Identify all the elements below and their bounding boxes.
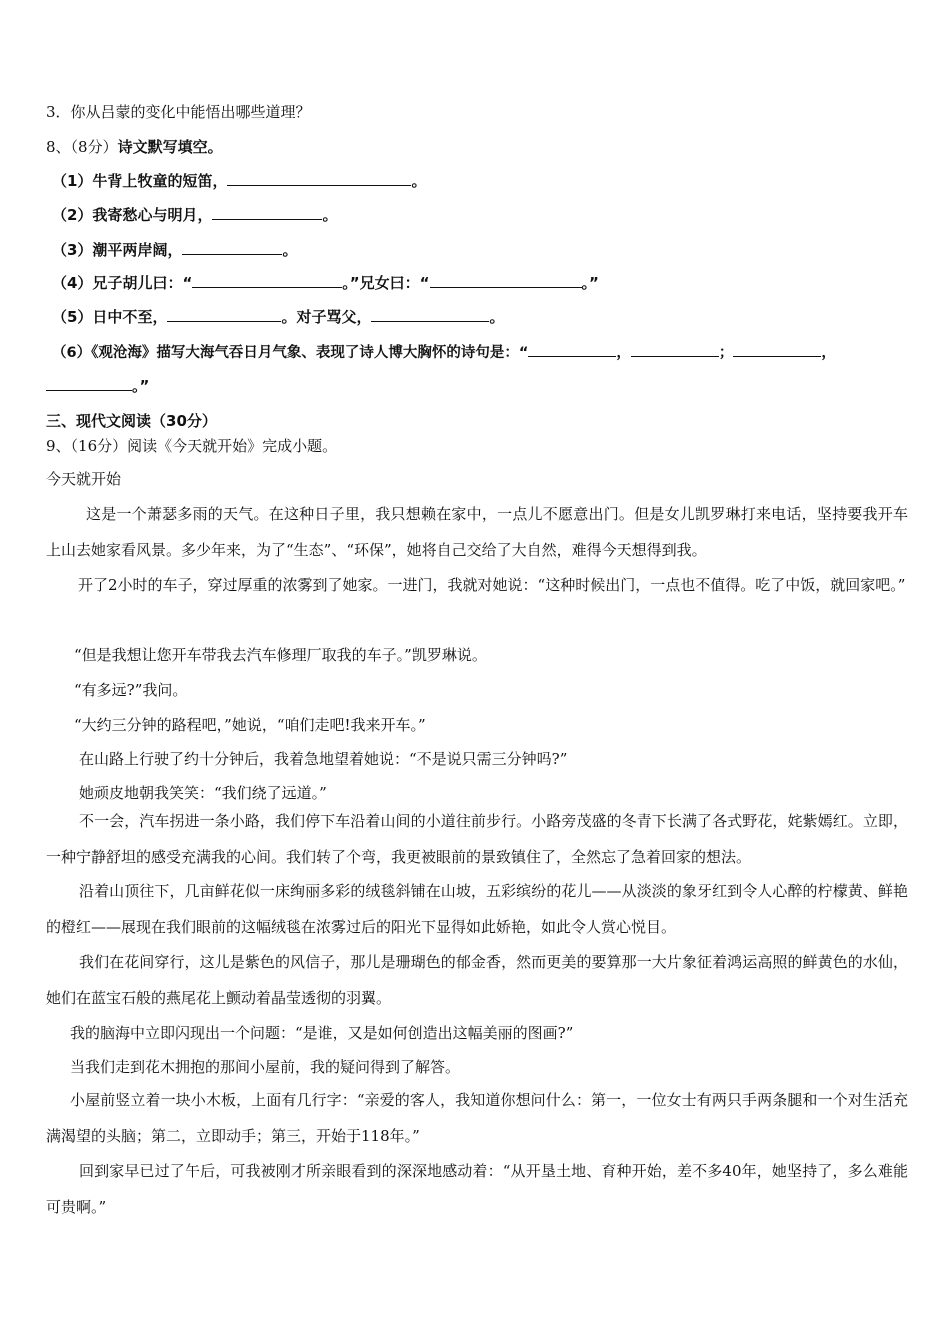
fill-item-3: （3）潮平两岸阔， 。 <box>52 241 298 259</box>
paragraph: 这是一个萧瑟多雨的天气。在这种日子里，我只想赖在家中，一点儿不愿意出门。但是女儿凯罗琳打来电话，坚持要我开车上山去她家看风景。多少年来，为了“生态”、“环保”，她将自己交给了大自然，难得今天想得到我。 <box>46 505 908 559</box>
answer-blank[interactable] <box>227 171 411 186</box>
paragraph: “有多远?”我问。 <box>74 681 188 699</box>
paragraph: 回到家早已过了午后，可我被刚才所亲眼看到的深深地感动着：“从开垦土地、育种开始，差不多40年，她坚持了，多么难能可贵啊。” <box>46 1162 908 1216</box>
paragraph: “大约三分钟的路程吧，”她说，“咱们走吧!我来开车。” <box>74 716 426 734</box>
paragraph: “但是我想让您开车带我去汽车修理厂取我的车子。”凯罗琳说。 <box>74 646 487 664</box>
answer-blank[interactable] <box>192 273 342 288</box>
paragraph: 不一会，汽车拐进一条小路，我们停下车沿着山间的小道往前步行。小路旁茂盛的冬青下长满了各式野花，姹紫嫣红。立即，一种宁静舒坦的感受充满我的心间。我们转了个弯，我更被眼前的景致镇住了，全然忘了急着回家的想法。 <box>46 812 908 866</box>
answer-blank[interactable] <box>46 376 132 391</box>
paragraph: 小屋前竖立着一块小木板，上面有几行字：“亲爱的客人，我知道你想问什么：第一，一位女士有两只手两条腿和一个对生活充满渴望的头脑；第二，立即动手；第三，开始于118年。” <box>46 1091 908 1145</box>
paragraph: 她顽皮地朝我笑笑：“我们绕了远道。” <box>79 784 327 802</box>
section-8-title: 诗文默写填空。 <box>117 138 223 156</box>
answer-blank[interactable] <box>631 342 719 357</box>
fill-item-1: （1）牛背上牧童的短笛， 。 <box>52 172 427 190</box>
answer-blank[interactable] <box>212 205 322 220</box>
answer-blank[interactable] <box>371 307 489 322</box>
paragraph: 我们在花间穿行，这儿是紫色的风信子，那儿是珊瑚色的郁金香，然而更美的要算那一大片象征着鸿运高照的鲜黄色的水仙，她们在蓝宝石般的燕尾花上颤动着晶莹透彻的羽翼。 <box>46 953 908 1007</box>
paragraph: 开了2小时的车子，穿过厚重的浓雾到了她家。一进门，我就对她说：“这种时候出门，一点也不值得。吃了中饭，就回家吧。” <box>78 576 906 594</box>
section-8-header <box>46 137 223 157</box>
paragraph: 我的脑海中立即闪现出一个问题：“是谁，又是如何创造出这幅美丽的图画?” <box>70 1024 574 1042</box>
answer-blank[interactable] <box>528 342 616 357</box>
fill-item-6: （6）《观沧海》描写大海气吞日月气象、表现了诗人博大胸怀的诗句是：“ ， ； ， <box>52 342 836 363</box>
fill-item-5: （5）日中不至， 。对子骂父， 。 <box>52 308 505 326</box>
question-3: 3．你从吕蒙的变化中能悟出哪些道理？ <box>46 103 311 121</box>
fill-item-2: （2）我寄愁心与明月， 。 <box>52 206 338 224</box>
question-9: 9、（16分）阅读《今天就开始》完成小题。 <box>46 437 338 455</box>
paragraph: 当我们走到花木拥抱的那间小屋前，我的疑问得到了解答。 <box>70 1058 461 1076</box>
fill-item-4: （4）兄子胡儿曰：“ 。”兄女曰：“ 。” <box>52 274 599 292</box>
section-8-prefix: 8、（8分） <box>46 138 118 156</box>
fill-item-6-cont: 。” <box>46 376 149 396</box>
article-title: 今天就开始 <box>46 470 122 488</box>
answer-blank[interactable] <box>430 273 582 288</box>
answer-blank[interactable] <box>167 307 281 322</box>
answer-blank[interactable] <box>733 342 821 357</box>
paragraph: 沿着山顶往下，几亩鲜花似一床绚丽多彩的绒毯斜铺在山坡，五彩缤纷的花儿——从淡淡的象牙红到令人心醉的柠檬黄、鲜艳的橙红——展现在我们眼前的这幅绒毯在浓雾过后的阳光下显得如此娇艳，如此令人赏心悦目。 <box>46 882 908 936</box>
answer-blank[interactable] <box>182 240 282 255</box>
paragraph: 在山路上行驶了约十分钟后，我着急地望着她说：“不是说只需三分钟吗?” <box>79 750 568 768</box>
section-3-title: 三、现代文阅读（30分） <box>46 412 217 430</box>
